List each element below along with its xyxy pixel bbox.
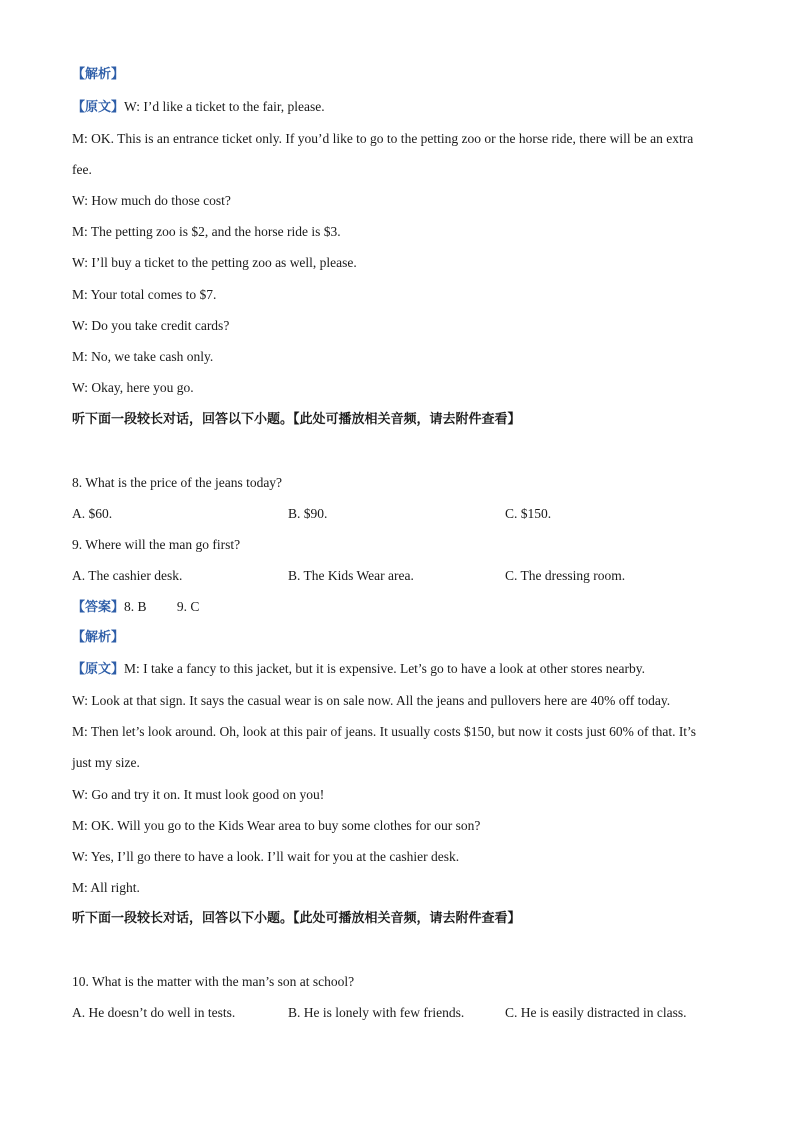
dialogue-line: fee.	[72, 162, 92, 177]
answer-line	[72, 598, 199, 617]
q10-option-c: C. He is easily distracted in class.	[505, 1005, 687, 1020]
dialogue-line: M: No, we take cash only.	[72, 349, 214, 364]
dialogue-line: W: Yes, I’ll go there to have a look. I’ll wait for you at the cashier desk.	[72, 849, 460, 864]
answer-tag: 【答案】	[72, 600, 125, 615]
q9-option-b: B. The Kids Wear area.	[288, 568, 414, 583]
transcript-line	[72, 660, 645, 679]
dialogue-line: M: OK. This is an entrance ticket only. If you’d like to go to the petting zoo or the horse ride, there will be an extra	[72, 131, 694, 146]
question-10-stem: 10. What is the matter with the man’s son at school?	[72, 974, 355, 989]
q9-option-a: A. The cashier desk.	[72, 568, 183, 583]
q8-option-b: B. $90.	[288, 506, 328, 521]
dialogue-text: W: I’d like a ticket to the fair, please.	[124, 99, 325, 114]
dialogue-line: W: Go and try it on. It must look good on you!	[72, 787, 325, 802]
transcript-tag-1: 【原文】	[72, 100, 125, 115]
dialogue-line: W: Look at that sign. It says the casual wear is on sale now. All the jeans and pullovers here are 40% off today.	[72, 693, 671, 708]
q9-option-c: C. The dressing room.	[505, 568, 626, 583]
dialogue-line: M: The petting zoo is $2, and the horse ride is $3.	[72, 224, 341, 239]
dialogue-line: W: I’ll buy a ticket to the petting zoo as well, please.	[72, 255, 357, 270]
listening-instruction-2: 听下面一段较长对话，回答以下小题。【此处可播放相关音频，请去附件查看】	[72, 911, 521, 926]
analysis-heading-2: 【解析】	[72, 630, 125, 645]
dialogue-line: M: All right.	[72, 880, 140, 895]
dialogue-line: M: Then let’s look around. Oh, look at this pair of jeans. It usually costs $150, but now it costs just 60% of that. It’s	[72, 724, 697, 739]
answer-values: 8. B 9. C	[124, 599, 200, 614]
question-8-stem: 8. What is the price of the jeans today?	[72, 475, 283, 490]
dialogue-line: just my size.	[72, 755, 140, 770]
dialogue-line: M: Your total comes to $7.	[72, 287, 217, 302]
analysis-heading-1: 【解析】	[72, 67, 125, 82]
dialogue-text: M: I take a fancy to this jacket, but it is expensive. Let’s go to have a look at other stores nearby.	[124, 661, 645, 676]
dialogue-line: W: Do you take credit cards?	[72, 318, 230, 333]
listening-instruction: 听下面一段较长对话，回答以下小题。【此处可播放相关音频，请去附件查看】	[72, 412, 521, 427]
dialogue-line: W: Okay, here you go.	[72, 380, 194, 395]
question-9-stem: 9. Where will the man go first?	[72, 537, 241, 552]
transcript-line	[72, 98, 325, 117]
q10-option-a: A. He doesn’t do well in tests.	[72, 1005, 236, 1020]
q8-option-c: C. $150.	[505, 506, 552, 521]
q8-option-a: A. $60.	[72, 506, 113, 521]
transcript-tag-2: 【原文】	[72, 662, 125, 677]
dialogue-line: M: OK. Will you go to the Kids Wear area to buy some clothes for our son?	[72, 818, 481, 833]
dialogue-line: W: How much do those cost?	[72, 193, 231, 208]
q10-option-b: B. He is lonely with few friends.	[288, 1005, 465, 1020]
